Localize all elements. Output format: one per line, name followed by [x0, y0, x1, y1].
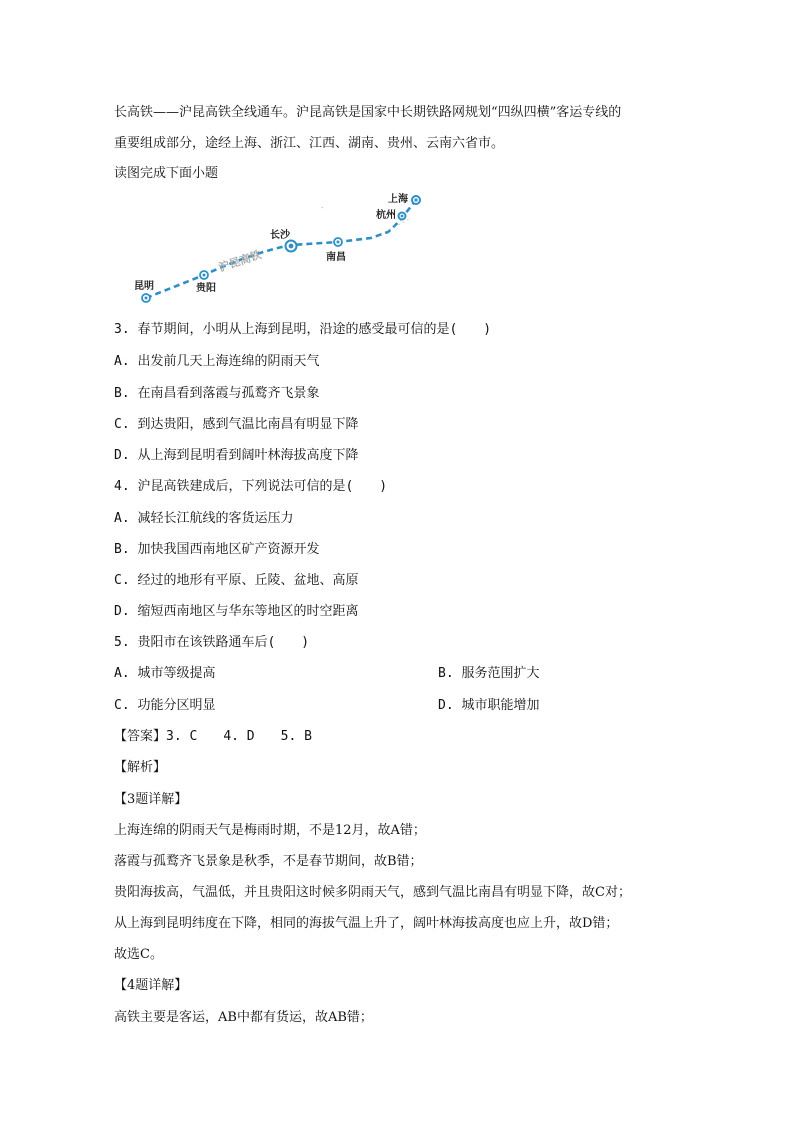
- city-label-changsha: 长沙: [270, 230, 290, 241]
- city-label-nanchang: 南昌: [326, 252, 346, 263]
- q4-detail-heading: 【4题详解】: [114, 978, 188, 993]
- q3-option-b: B. 在南昌看到落霞与孤鹜齐飞景象: [114, 386, 320, 401]
- q5-option-c: C. 功能分区明显: [114, 698, 216, 713]
- q3-detail-line-3: 贵阳海拔高，气温低，并且贵阳这时候多阴雨天气，感到气温比南昌有明显下降，故C对；: [114, 885, 631, 900]
- q3-detail-line-4: 从上海到昆明纬度在下降，相同的海拔气温上升了，阔叶林海拔高度也应上升，故D错；: [114, 916, 619, 931]
- q3-option-c: C. 到达贵阳，感到气温比南昌有明显下降: [114, 417, 359, 432]
- railway-map: [126, 188, 436, 304]
- city-hangzhou: [376, 208, 406, 221]
- answer-line: [114, 729, 312, 745]
- city-label-hangzhou: 杭州: [376, 210, 396, 221]
- city-shanghai: [388, 192, 420, 205]
- q4-option-a: A. 减轻长江航线的客货运压力: [114, 511, 294, 526]
- intro-line-2: 重要组成部分，途经上海、浙江、江西、湖南、贵州、云南六省市。: [114, 136, 505, 151]
- q4-option-d: D. 缩短西南地区与华东等地区的时空距离: [114, 604, 359, 619]
- city-kunming: [134, 279, 154, 302]
- q3-option-a: A. 出发前几天上海连绵的阴雨天气: [114, 354, 320, 369]
- q5-option-b: B. 服务范围扩大: [438, 666, 540, 681]
- q4-option-c: C. 经过的地形有平原、丘陵、盆地、高原: [114, 573, 359, 588]
- q5-option-d: D. 城市职能增加: [438, 698, 540, 713]
- q3-detail-line-2: 落霞与孤鹜齐飞景象是秋季，不是春节期间，故B错；: [114, 854, 423, 869]
- q4-option-b: B. 加快我国西南地区矿产资源开发: [114, 542, 320, 557]
- city-guiyang: [196, 271, 216, 294]
- answer-label: 【答案】: [114, 729, 167, 744]
- city-label-shanghai: 上海: [388, 194, 408, 205]
- analysis-heading: 【解析】: [114, 760, 167, 775]
- intro-line-3: 读图完成下面小题: [114, 166, 219, 181]
- answer-text: 3. C 4. D 5. B: [166, 729, 312, 744]
- city-label-kunming: 昆明: [134, 281, 154, 292]
- q3-detail-line-5: 故选C。: [114, 947, 163, 962]
- q5-option-a: A. 城市等级提高: [114, 666, 216, 681]
- q3-option-d: D. 从上海到昆明看到阔叶林海拔高度下降: [114, 448, 359, 463]
- city-label-guiyang: 贵阳: [196, 283, 216, 294]
- route-label: 沪昆高铁: [217, 248, 263, 275]
- route-faint-dots: [322, 204, 411, 234]
- q3-stem: 3. 春节期间，小明从上海到昆明，沿途的感受最可信的是( ): [114, 322, 492, 337]
- q3-detail-heading: 【3题详解】: [114, 792, 188, 807]
- q4-detail-line-1: 高铁主要是客运，AB中都有货运，故AB错；: [114, 1010, 373, 1025]
- q3-detail-line-1: 上海连绵的阴雨天气是梅雨时期，不是12月，故A错；: [114, 823, 426, 838]
- city-changsha: [270, 228, 297, 252]
- q4-stem: 4. 沪昆高铁建成后，下列说法可信的是( ): [114, 479, 388, 494]
- q5-stem: 5. 贵阳市在该铁路通车后( ): [114, 635, 310, 650]
- intro-line-1: 长高铁——沪昆高铁全线通车。沪昆高铁是国家中长期铁路网规划“四纵四横”客运专线的: [114, 105, 622, 120]
